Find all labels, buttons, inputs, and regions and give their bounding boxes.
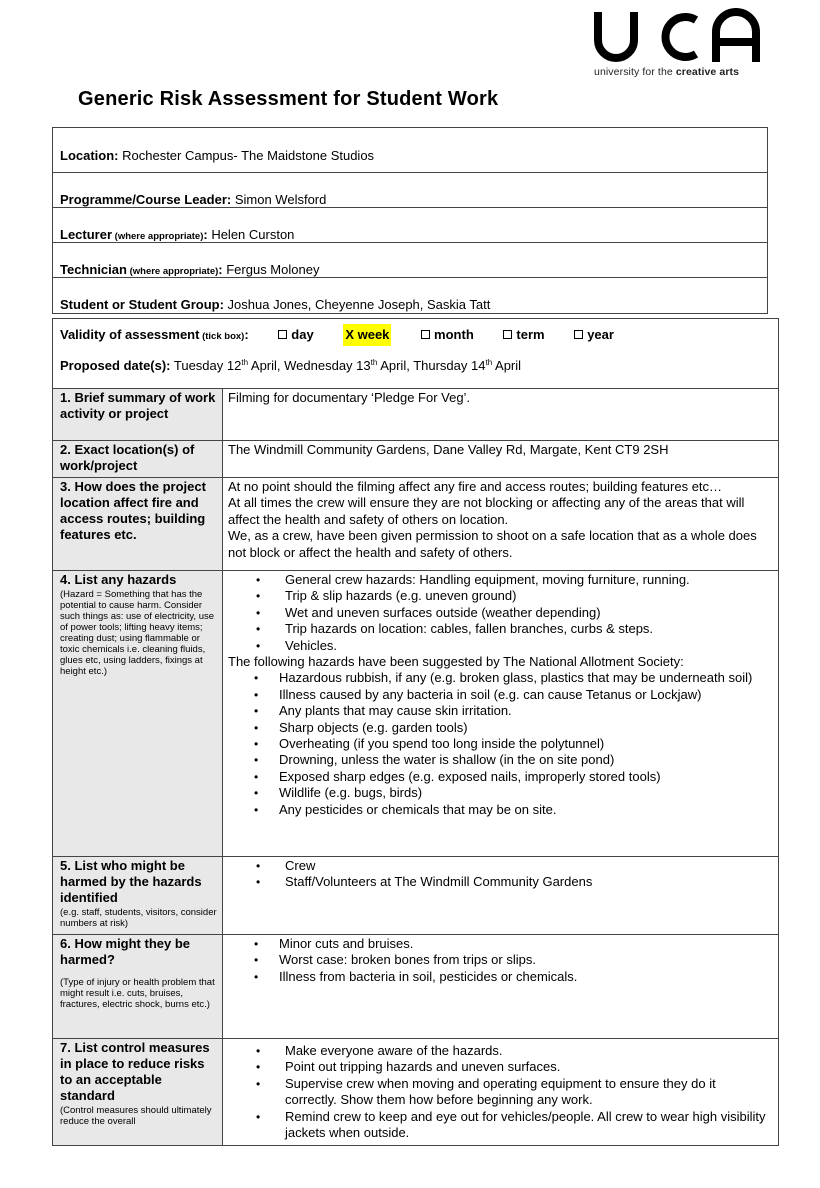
validity-option-year[interactable]: year [574,324,614,346]
row-who-harmed: 5. List who might be harmed by the hazards identified (e.g. staff, students, visitors, consider numbers at risk) • Crew • Staff/Volunteers at The Windmill Community Gardens [53,857,778,935]
list-item: • Vehicles. [228,638,770,654]
list-item: • Wildlife (e.g. bugs, birds) [228,785,770,801]
validity-option-week[interactable]: X week [343,324,391,346]
checkbox-icon [421,330,430,339]
list-item: • Staff/Volunteers at The Windmill Community Gardens [228,874,770,890]
proposed-dates: Proposed date(s): Tuesday 12th April, Wednesday 13th April, Thursday 14th April [60,358,522,373]
location-row: Location: Rochester Campus- The Maidstone Studios [60,148,375,163]
list-item: • Exposed sharp edges (e.g. exposed nails, improperly stored tools) [228,769,770,785]
list-item: • General crew hazards: Handling equipment, moving furniture, running. [228,572,770,588]
validity-option-day[interactable]: day [278,324,313,346]
row-how-harmed: 6. How might they be harmed? (Type of injury or health problem that might result i.e. cuts, bruises, fractures, electric shock, burns etc.) • Minor cuts and bruises. • Worst case: broken bones from trips or slips. • Illness from bacteria in soil, pesticides or chemicals. [53,935,778,1039]
student-group-row: Student or Student Group: Joshua Jones, Cheyenne Joseph, Saskia Tatt [53,277,767,313]
validity-section: Validity of assessment (tick box): day X week month term year Proposed date(s): Tuesday 12th April, Wednesday 13th April, Thursday 14th April [53,319,778,389]
list-item: • Trip hazards on location: cables, fallen branches, curbs & steps. [228,621,770,637]
technician-row: Technician (where appropriate): Fergus Moloney [53,242,767,277]
document-title: Generic Risk Assessment for Student Work [78,88,499,110]
list-item: • Any plants that may cause skin irritation. [228,703,770,719]
risk-assessment-table [52,318,779,1146]
list-item: • Overheating (if you spend too long inside the polytunnel) [228,736,770,752]
assessment-details [52,127,768,314]
row-location-effects: 3. How does the project location affect fire and access routes; building features etc. At no point should the filming affect any fire and access routes; building features etc… At all times the crew will ensure they are not blocking or affecting any of the areas that will affect the health and safety of others on location. We, as a crew, have been given permission to shoot on a safe location that as a whole does not block or affect the health and safety of others. [53,478,778,571]
list-item: • Illness caused by any bacteria in soil (e.g. can cause Tetanus or Lockjaw) [228,687,770,703]
list-item: • Drowning, unless the water is shallow (in the on site pond) [228,752,770,768]
list-item: • Hazardous rubbish, if any (e.g. broken glass, plastics that may be underneath soil) [228,670,770,686]
checkbox-icon [278,330,287,339]
list-item: • Worst case: broken bones from trips or slips. [228,952,770,968]
course-leader-row: Programme/Course Leader: Simon Welsford [53,172,767,207]
row-work-summary: 1. Brief summary of work activity or project Filming for documentary ‘Pledge For Veg’. [53,389,778,441]
list-item: • Sharp objects (e.g. garden tools) [228,720,770,736]
list-item: • Remind crew to keep and eye out for vehicles/people. All crew to wear high visibility jackets when outside. [228,1109,770,1142]
row-exact-location: 2. Exact location(s) of work/project The Windmill Community Gardens, Dane Valley Rd, Margate, Kent CT9 2SH [53,441,778,478]
list-item: • Wet and uneven surfaces outside (weather depending) [228,605,770,621]
list-item: • Make everyone aware of the hazards. [228,1043,770,1059]
list-item: • Illness from bacteria in soil, pesticides or chemicals. [228,969,770,985]
logo-tagline: university for the creative arts [594,66,740,78]
row-hazards: 4. List any hazards (Hazard = Something that has the potential to cause harm. Consider such things as: use of electricity, use of power tools; lifting heavy items; creating dust; using flammable or toxic chemicals i.e. cleaning fluids, glues etc, using ladders, fixings at height etc.) • General crew hazards: Handling equipment, moving furniture, running. • Trip & slip hazards (e.g. uneven ground) • Wet and uneven surfaces outside (weather depending) • Trip hazards on location: cables, fallen branches, curbs & steps. • Vehicles. The following hazards have been suggested by The National Allotment Society: • Hazardous rubbish, if any (e.g. broken glass, plastics that may be underneath soil) • Illness caused by any bacteria in soil (e.g. can cause Tetanus or Lockjaw) • Any plants that may cause skin irritation. • Sharp objects (e.g. garden tools) • Overheating (if you spend too long inside the polytunnel) • Drowning, unless the water is shallow (in the on site pond) • Exposed sharp edges (e.g. exposed nails, improperly stored tools) • Wildlife (e.g. bugs, birds) • Any pesticides or chemicals that may be on site. [53,571,778,857]
checkbox-icon [574,330,583,339]
validity-option-month[interactable]: month [421,324,474,346]
list-item: • Crew [228,858,770,874]
lecturer-row: Lecturer (where appropriate): Helen Curston [53,207,767,242]
list-item: • Trip & slip hazards (e.g. uneven ground) [228,588,770,604]
row-control-measures: 7. List control measures in place to reduce risks to an acceptable standard (Control measures should ultimately reduce the overall • Make everyone aware of the hazards. • Point out tripping hazards and uneven surfaces. • Supervise crew when moving and operating equipment to ensure they do it correctly. Show them how before beginning any work. • Remind crew to keep and eye out for vehicles/people. All crew to wear high visibility jackets when outside. [53,1039,778,1145]
list-item: • Point out tripping hazards and uneven surfaces. [228,1059,770,1075]
checkbox-icon [503,330,512,339]
list-item: • Any pesticides or chemicals that may be on site. [228,802,770,818]
list-item: • Minor cuts and bruises. [228,936,770,952]
list-item: • Supervise crew when moving and operating equipment to ensure they do it correctly. Show them how before beginning any work. [228,1076,770,1109]
validity-option-term[interactable]: term [503,324,544,346]
